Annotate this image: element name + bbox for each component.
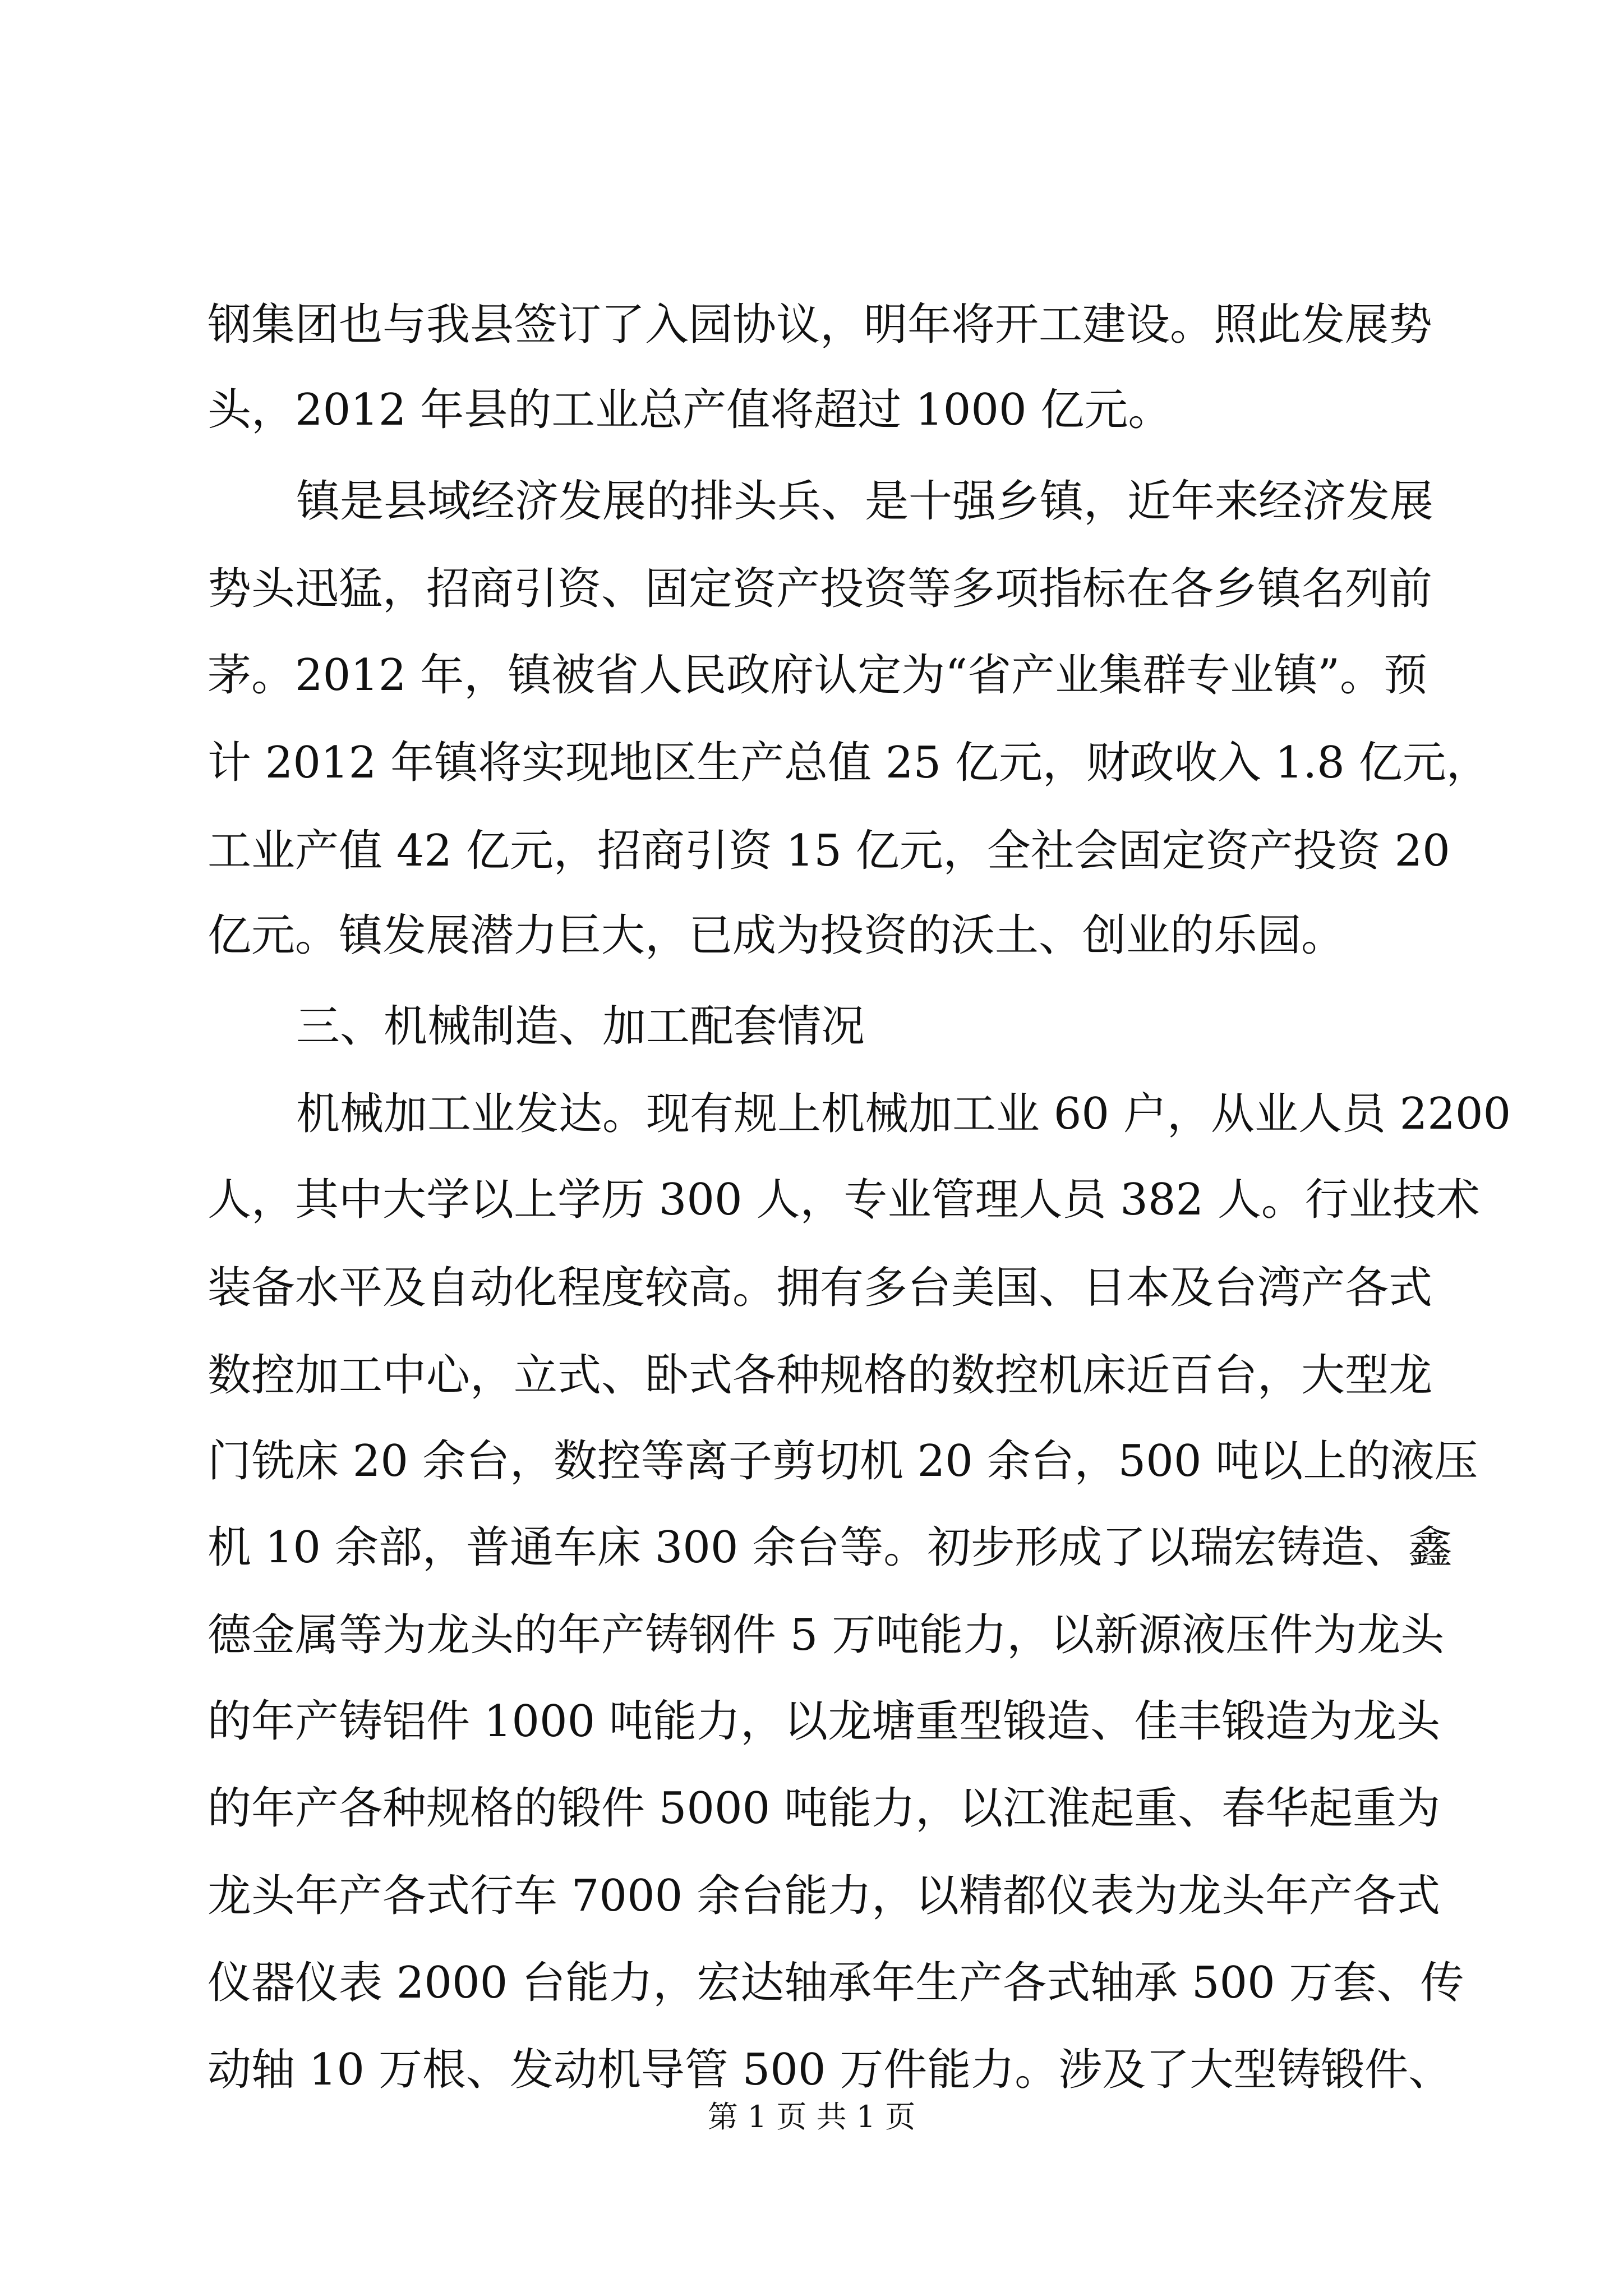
text-line: 工业产值 42 亿元，招商引资 15 亿元，全社会固定资产投资 20 (208, 826, 1450, 876)
text-line: 德金属等为龙头的年产铸钢件 5 万吨能力，以新源液压件为龙头 (208, 1610, 1445, 1660)
text-line: 门铣床 20 余台，数控等离子剪切机 20 余台，500 吨以上的液压 (208, 1436, 1478, 1487)
text-line: 亿元。镇发展潜力巨大，已成为投资的沃土、创业的乐园。 (208, 910, 1345, 961)
text-line: 数控加工中心，立式、卧式各种规格的数控机床近百台，大型龙 (208, 1350, 1433, 1401)
text-line: 的年产铸铝件 1000 吨能力，以龙塘重型锻造、佳丰锻造为龙头 (208, 1696, 1441, 1747)
text-line: 人，其中大学以上学历 300 人，专业管理人员 382 人。行业技术 (208, 1175, 1480, 1225)
text-line: 茅。2012 年，镇被省人民政府认定为“省产业集群专业镇”。预 (208, 650, 1428, 701)
text-line: 机 10 余部，普通车床 300 余台等。初步形成了以瑞宏铸造、鑫 (208, 1522, 1453, 1573)
section-heading: 三、机械制造、加工配套情况 (296, 1001, 865, 1052)
paragraph-first-line: 机械加工业发达。现有规上机械加工业 60 户，从业人员 2200 (296, 1089, 1511, 1139)
text-line: 仪器仪表 2000 台能力，宏达轴承年生产各式轴承 500 万套、传 (208, 1958, 1464, 2008)
text-line: 的年产各种规格的锻件 5000 吨能力，以江淮起重、春华起重为 (208, 1783, 1441, 1834)
paragraph-first-line: 镇是县域经济发展的排头兵、是十强乡镇，近年来经济发展 (296, 476, 1434, 527)
page-footer: 第 1 页 共 1 页 (707, 2099, 916, 2134)
text-line: 龙头年产各式行车 7000 余台能力，以精都仪表为龙头年产各式 (208, 1871, 1441, 1921)
text-line: 动轴 10 万根、发动机导管 500 万件能力。涉及了大型铸锻件、 (208, 2045, 1453, 2095)
text-line: 势头迅猛，招商引资、固定资产投资等多项指标在各乡镇名列前 (208, 564, 1433, 614)
text-line: 头，2012 年县的工业总产值将超过 1000 亿元。 (208, 385, 1172, 435)
text-line: 计 2012 年镇将实现地区生产总值 25 亿元，财政收入 1.8 亿元， (208, 738, 1490, 788)
text-line: 装备水平及自动化程度较高。拥有多台美国、日本及台湾产各式 (208, 1263, 1433, 1313)
text-line: 钢集团也与我县签订了入园协议，明年将开工建设。照此发展势 (208, 300, 1433, 350)
